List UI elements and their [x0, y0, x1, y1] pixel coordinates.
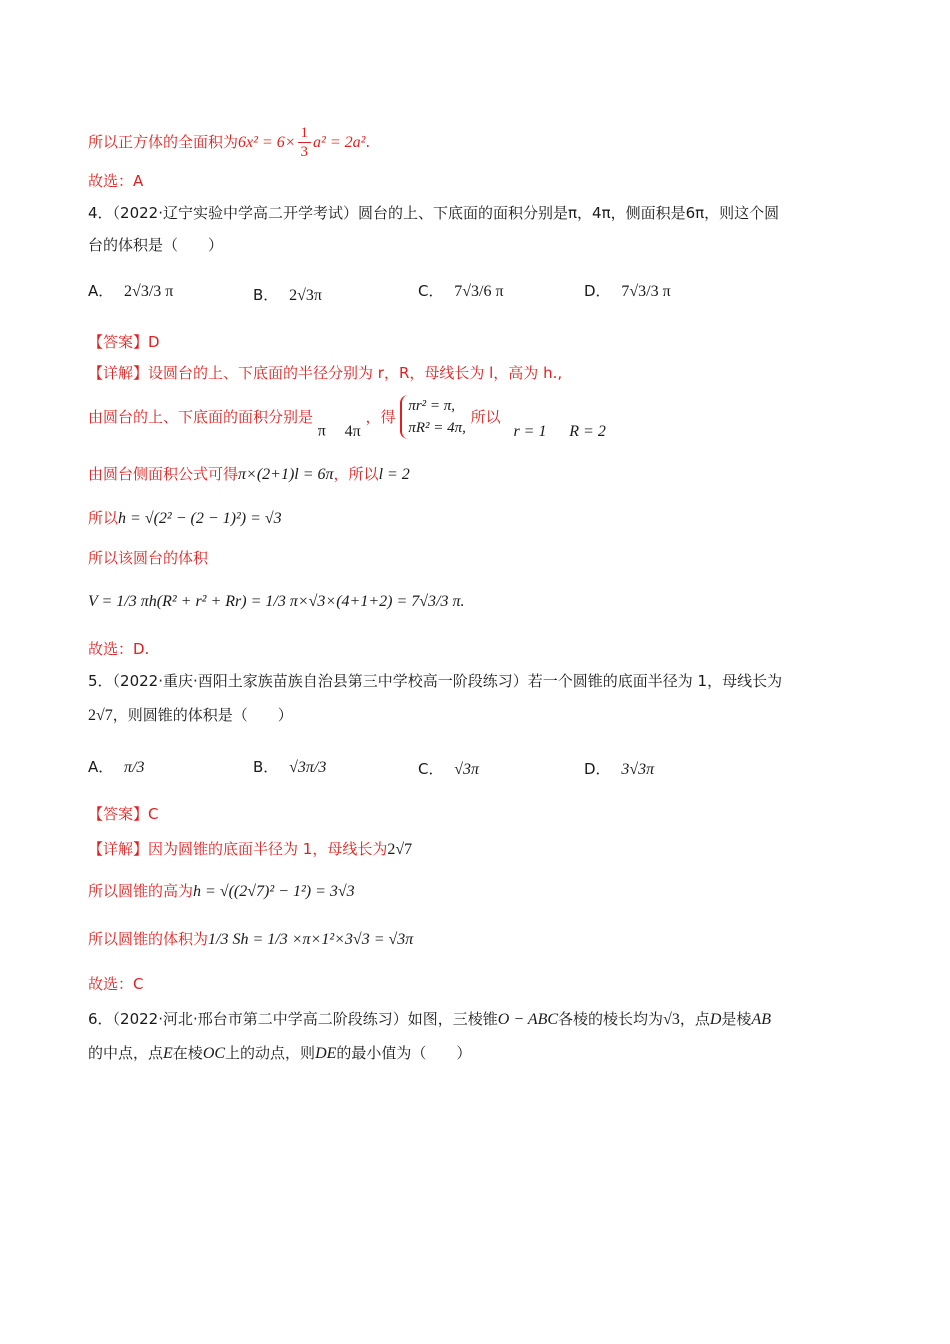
edge-length: √3: [663, 1011, 680, 1028]
option-value: √3π: [454, 760, 480, 778]
option-value: 2√3π: [289, 286, 322, 304]
surface-area-formula-a: 6x² = 6×: [238, 134, 296, 151]
q4-detail-1: [88, 362, 562, 384]
q4-option-a[interactable]: [88, 280, 173, 303]
cone-volume-formula: 1/3 Sh = 1/3 ×π×1²×3√3 = √3π: [208, 931, 414, 948]
equation-system: [400, 395, 466, 439]
q5-detail-1: [88, 838, 412, 861]
surface-area-formula-b: a² = 2a²: [313, 134, 366, 151]
area-4pi: 4π: [344, 422, 361, 440]
q5-selection: 故选：C: [88, 975, 144, 993]
option-label: C．: [418, 760, 444, 778]
q5-option-a[interactable]: [88, 756, 145, 779]
fraction-denominator: 3: [300, 144, 309, 160]
q4-option-b[interactable]: [253, 284, 322, 307]
option-label: D．: [584, 282, 611, 300]
option-value: 3√3π: [621, 760, 655, 778]
q5-answer: 【答案】C: [88, 805, 159, 823]
option-value: √3π/3: [289, 758, 327, 776]
lateral-area-formula: π×(2+1)l = 6π: [238, 466, 334, 483]
radius-R: R = 2: [569, 422, 606, 440]
q5-detail-3: [88, 928, 413, 951]
area-pi: π: [317, 422, 326, 440]
q3-selection: 故选：A: [88, 172, 144, 190]
q5-stem-text: ，则圆锥的体积是（ ）: [112, 706, 293, 724]
detail-text: 因为圆锥的底面半径为 1，母线长为: [148, 840, 388, 858]
slant-length-value: 2√7: [387, 841, 413, 858]
detail-tag: 【详解】: [88, 364, 149, 382]
period: .: [365, 133, 371, 151]
option-label: B．: [253, 758, 279, 776]
q5-option-c[interactable]: [418, 758, 479, 781]
option-label: B．: [253, 286, 279, 304]
detail-text-so: 所以: [470, 408, 501, 426]
fraction-one-third: [298, 124, 312, 161]
q4-selection: 故选：D.: [88, 640, 150, 658]
q4-answer: 【答案】D: [88, 333, 160, 351]
q5-option-d[interactable]: [584, 758, 654, 781]
option-value: 2√3/3 π: [124, 282, 174, 300]
q4-detail-2: [88, 395, 606, 443]
height-formula: h = √(2² − (2 − 1)²) = √3: [118, 510, 282, 527]
q4-stem-cont: 台的体积是（ ）: [88, 236, 224, 254]
detail-text: 所以圆锥的体积为: [88, 930, 209, 948]
q6-text: 各棱的棱长均为: [558, 1010, 664, 1028]
detail-text: 由圆台侧面积公式可得: [88, 465, 239, 483]
q6-text: 的中点，点: [88, 1044, 164, 1062]
option-value: 7√3/3 π: [621, 282, 671, 300]
segment-de: DE: [315, 1045, 337, 1062]
detail-text: 所以圆锥的高为: [88, 882, 194, 900]
cone-height-formula: h = √((2√7)² − 1²) = 3√3: [193, 883, 355, 900]
pyramid-name: O − ABC: [497, 1011, 559, 1028]
q5-option-b[interactable]: [253, 756, 326, 779]
point-d: D: [709, 1011, 722, 1028]
option-label: C．: [418, 282, 444, 300]
q4-volume-formula: [88, 590, 465, 613]
q4-detail-4: [88, 507, 282, 530]
detail-text-get: ，得: [365, 408, 396, 426]
radius-r: r = 1: [513, 422, 547, 440]
fraction-numerator: 1: [298, 124, 312, 143]
edge-ab: AB: [751, 1011, 771, 1028]
detail-text-so: ，所以: [333, 465, 379, 483]
detail-text: 所以: [88, 509, 119, 527]
q5-stem-cont: [88, 704, 293, 727]
slant-length-value: 2√7: [88, 707, 113, 724]
q6-text: 是棱: [721, 1010, 752, 1028]
q6-text: 的最小值为（ ）: [336, 1044, 472, 1062]
option-label: A．: [88, 282, 114, 300]
q6-stem-cont: [88, 1042, 471, 1065]
slant-length: l = 2: [378, 466, 410, 483]
option-label: A．: [88, 758, 114, 776]
q4-option-c[interactable]: [418, 280, 504, 303]
option-label: D．: [584, 760, 611, 778]
q4-option-d[interactable]: [584, 280, 671, 303]
volume-formula: V = 1/3 πh(R² + r² + Rr) = 1/3 π×√3×(4+1+2) = 7√3/3 π.: [88, 593, 465, 610]
q6-text: 在棱: [172, 1044, 203, 1062]
option-value: π/3: [124, 758, 145, 776]
surface-area-line: [88, 124, 370, 161]
q5-detail-2: [88, 880, 355, 903]
detail-text: 由圆台的上、下底面的面积分别是: [88, 408, 314, 426]
q6-text: 上的动点，则: [225, 1044, 316, 1062]
equation-2: πR² = 4π,: [408, 420, 466, 436]
q4-stem: 4．（2022·辽宁实验中学高二开学考试）圆台的上、下底面的面积分别是π，4π，侧面积是6π，则这个圆: [88, 204, 780, 222]
surface-area-text: 所以正方体的全面积为: [88, 133, 239, 151]
q4-detail-5: 所以该圆台的体积: [88, 549, 209, 567]
q6-text: 6．（2022·河北·邢台市第二中学高二阶段练习）如图，三棱锥: [88, 1010, 498, 1028]
detail-tag: 【详解】: [88, 840, 149, 858]
edge-oc: OC: [202, 1045, 226, 1062]
point-e: E: [163, 1045, 173, 1062]
q4-detail-3: [88, 463, 410, 486]
q6-text: ，点: [679, 1010, 710, 1028]
detail-text: 设圆台的上、下底面的半径分别为 r，R，母线长为 l，高为 h.,: [148, 364, 563, 382]
q5-stem: 5．（2022·重庆·酉阳土家族苗族自治县第三中学校高一阶段练习）若一个圆锥的底面半径为 1，母线长为: [88, 672, 783, 690]
q6-stem: [88, 1008, 771, 1031]
equation-1: πr² = π,: [408, 398, 456, 414]
option-value: 7√3/6 π: [454, 282, 504, 300]
